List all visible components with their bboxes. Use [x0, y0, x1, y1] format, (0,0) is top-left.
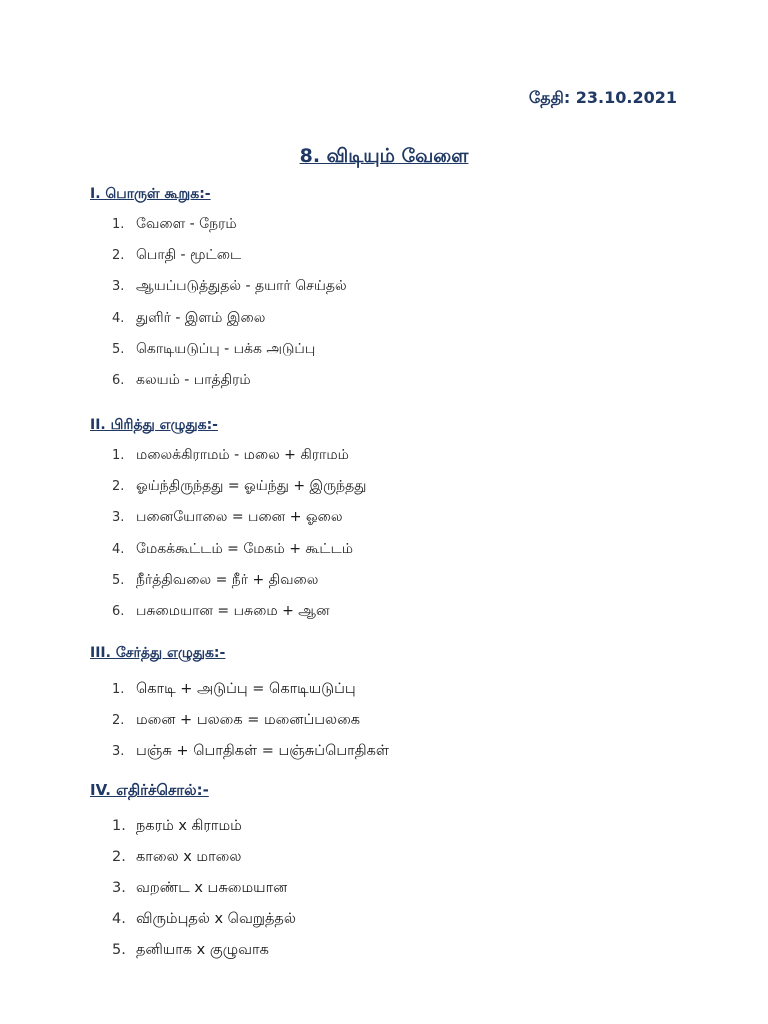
item-text: நகரம் x கிராமம் [136, 818, 242, 834]
item-number: 4. [112, 310, 125, 326]
item-number: 1. [112, 448, 125, 463]
item-number: 2. [112, 248, 125, 264]
item-text: பசுமையான = பசுமை + ஆன [136, 602, 330, 619]
item-text: ஆயப்படுத்துதல் - தயார் செய்தல் [136, 278, 347, 295]
item-number: 6. [112, 372, 125, 388]
item-number: 3. [112, 510, 125, 526]
item-text: விரும்புதல் x வெறுத்தல் [136, 911, 296, 927]
join-words-list [90, 674, 710, 767]
list-item [90, 705, 710, 736]
item-text: காலை x மாலை [136, 849, 242, 865]
item-text: பனையோலை = பனை + ஓலை [136, 509, 343, 526]
list-item [90, 674, 710, 705]
item-number: 4. [112, 911, 126, 927]
item-text: ஓய்ந்திருந்தது = ஓய்ந்து + இருந்தது [136, 478, 367, 495]
item-text: கொடி + அடுப்பு = கொடியடுப்பு [136, 681, 356, 697]
list-item [90, 736, 710, 767]
list-item [90, 904, 710, 935]
item-text: பொதி - மூட்டை [136, 247, 242, 264]
list-item [90, 365, 710, 396]
list-item [90, 565, 710, 596]
list-item [90, 334, 710, 365]
item-number: 3. [112, 279, 125, 295]
item-number: 3. [112, 880, 126, 896]
item-number: 3. [112, 744, 125, 759]
list-item [90, 240, 710, 271]
list-item [90, 271, 710, 302]
antonyms-list [90, 811, 710, 966]
item-text: துளிர் - இளம் இலை [136, 309, 266, 326]
item-text: வறண்ட x பசுமையான [136, 880, 288, 896]
list-item [90, 209, 710, 240]
item-text: தனியாக x குழுவாக [136, 942, 269, 958]
item-number: 4. [112, 541, 125, 557]
item-text: வேளை - நேரம் [136, 216, 237, 232]
section-heading: II. பிரித்து எழுதுக:- [90, 417, 218, 433]
section-heading: I. பொருள் கூறுக:- [90, 186, 211, 202]
list-item [90, 534, 710, 565]
section-split-words [90, 414, 710, 627]
item-number: 1. [112, 818, 126, 834]
item-text: நீர்த்திவலை = நீர் + திவலை [136, 571, 319, 588]
item-text: மனை + பலகை = மனைப்பலகை [136, 712, 361, 728]
item-number: 5. [112, 341, 125, 357]
item-text: கொடியடுப்பு - பக்க அடுப்பு [136, 340, 316, 357]
lesson-title: 8. விடியும் வேளை [299, 145, 469, 167]
item-number: 5. [112, 942, 126, 958]
section-meanings [90, 183, 710, 396]
section-heading: IV. எதிர்ச்சொல்:- [90, 781, 209, 799]
list-item [90, 502, 710, 533]
item-number: 2. [112, 849, 126, 865]
list-item [90, 842, 710, 873]
section-join-words [90, 642, 710, 767]
item-number: 2. [112, 713, 125, 728]
meanings-list [90, 209, 710, 396]
item-text: மேகக்கூட்டம் = மேகம் + கூட்டம் [136, 540, 353, 557]
list-item [90, 440, 710, 471]
item-number: 1. [112, 217, 125, 232]
list-item [90, 873, 710, 904]
item-text: பஞ்சு + பொதிகள் = பஞ்சுப்பொதிகள் [136, 743, 389, 759]
list-item [90, 935, 710, 966]
section-antonyms [90, 779, 710, 966]
list-item [90, 471, 710, 502]
date-label: தேதி: 23.10.2021 [528, 88, 677, 107]
item-number: 2. [112, 479, 125, 495]
item-number: 5. [112, 572, 125, 588]
item-text: கலயம் - பாத்திரம் [136, 371, 251, 388]
item-text: மலைக்கிராமம் - மலை + கிராமம் [136, 447, 349, 463]
list-item [90, 811, 710, 842]
section-heading: III. சேர்த்து எழுதுக:- [90, 645, 226, 661]
item-number: 1. [112, 682, 125, 697]
list-item [90, 596, 710, 627]
split-words-list [90, 440, 710, 627]
list-item [90, 303, 710, 334]
item-number: 6. [112, 603, 125, 619]
